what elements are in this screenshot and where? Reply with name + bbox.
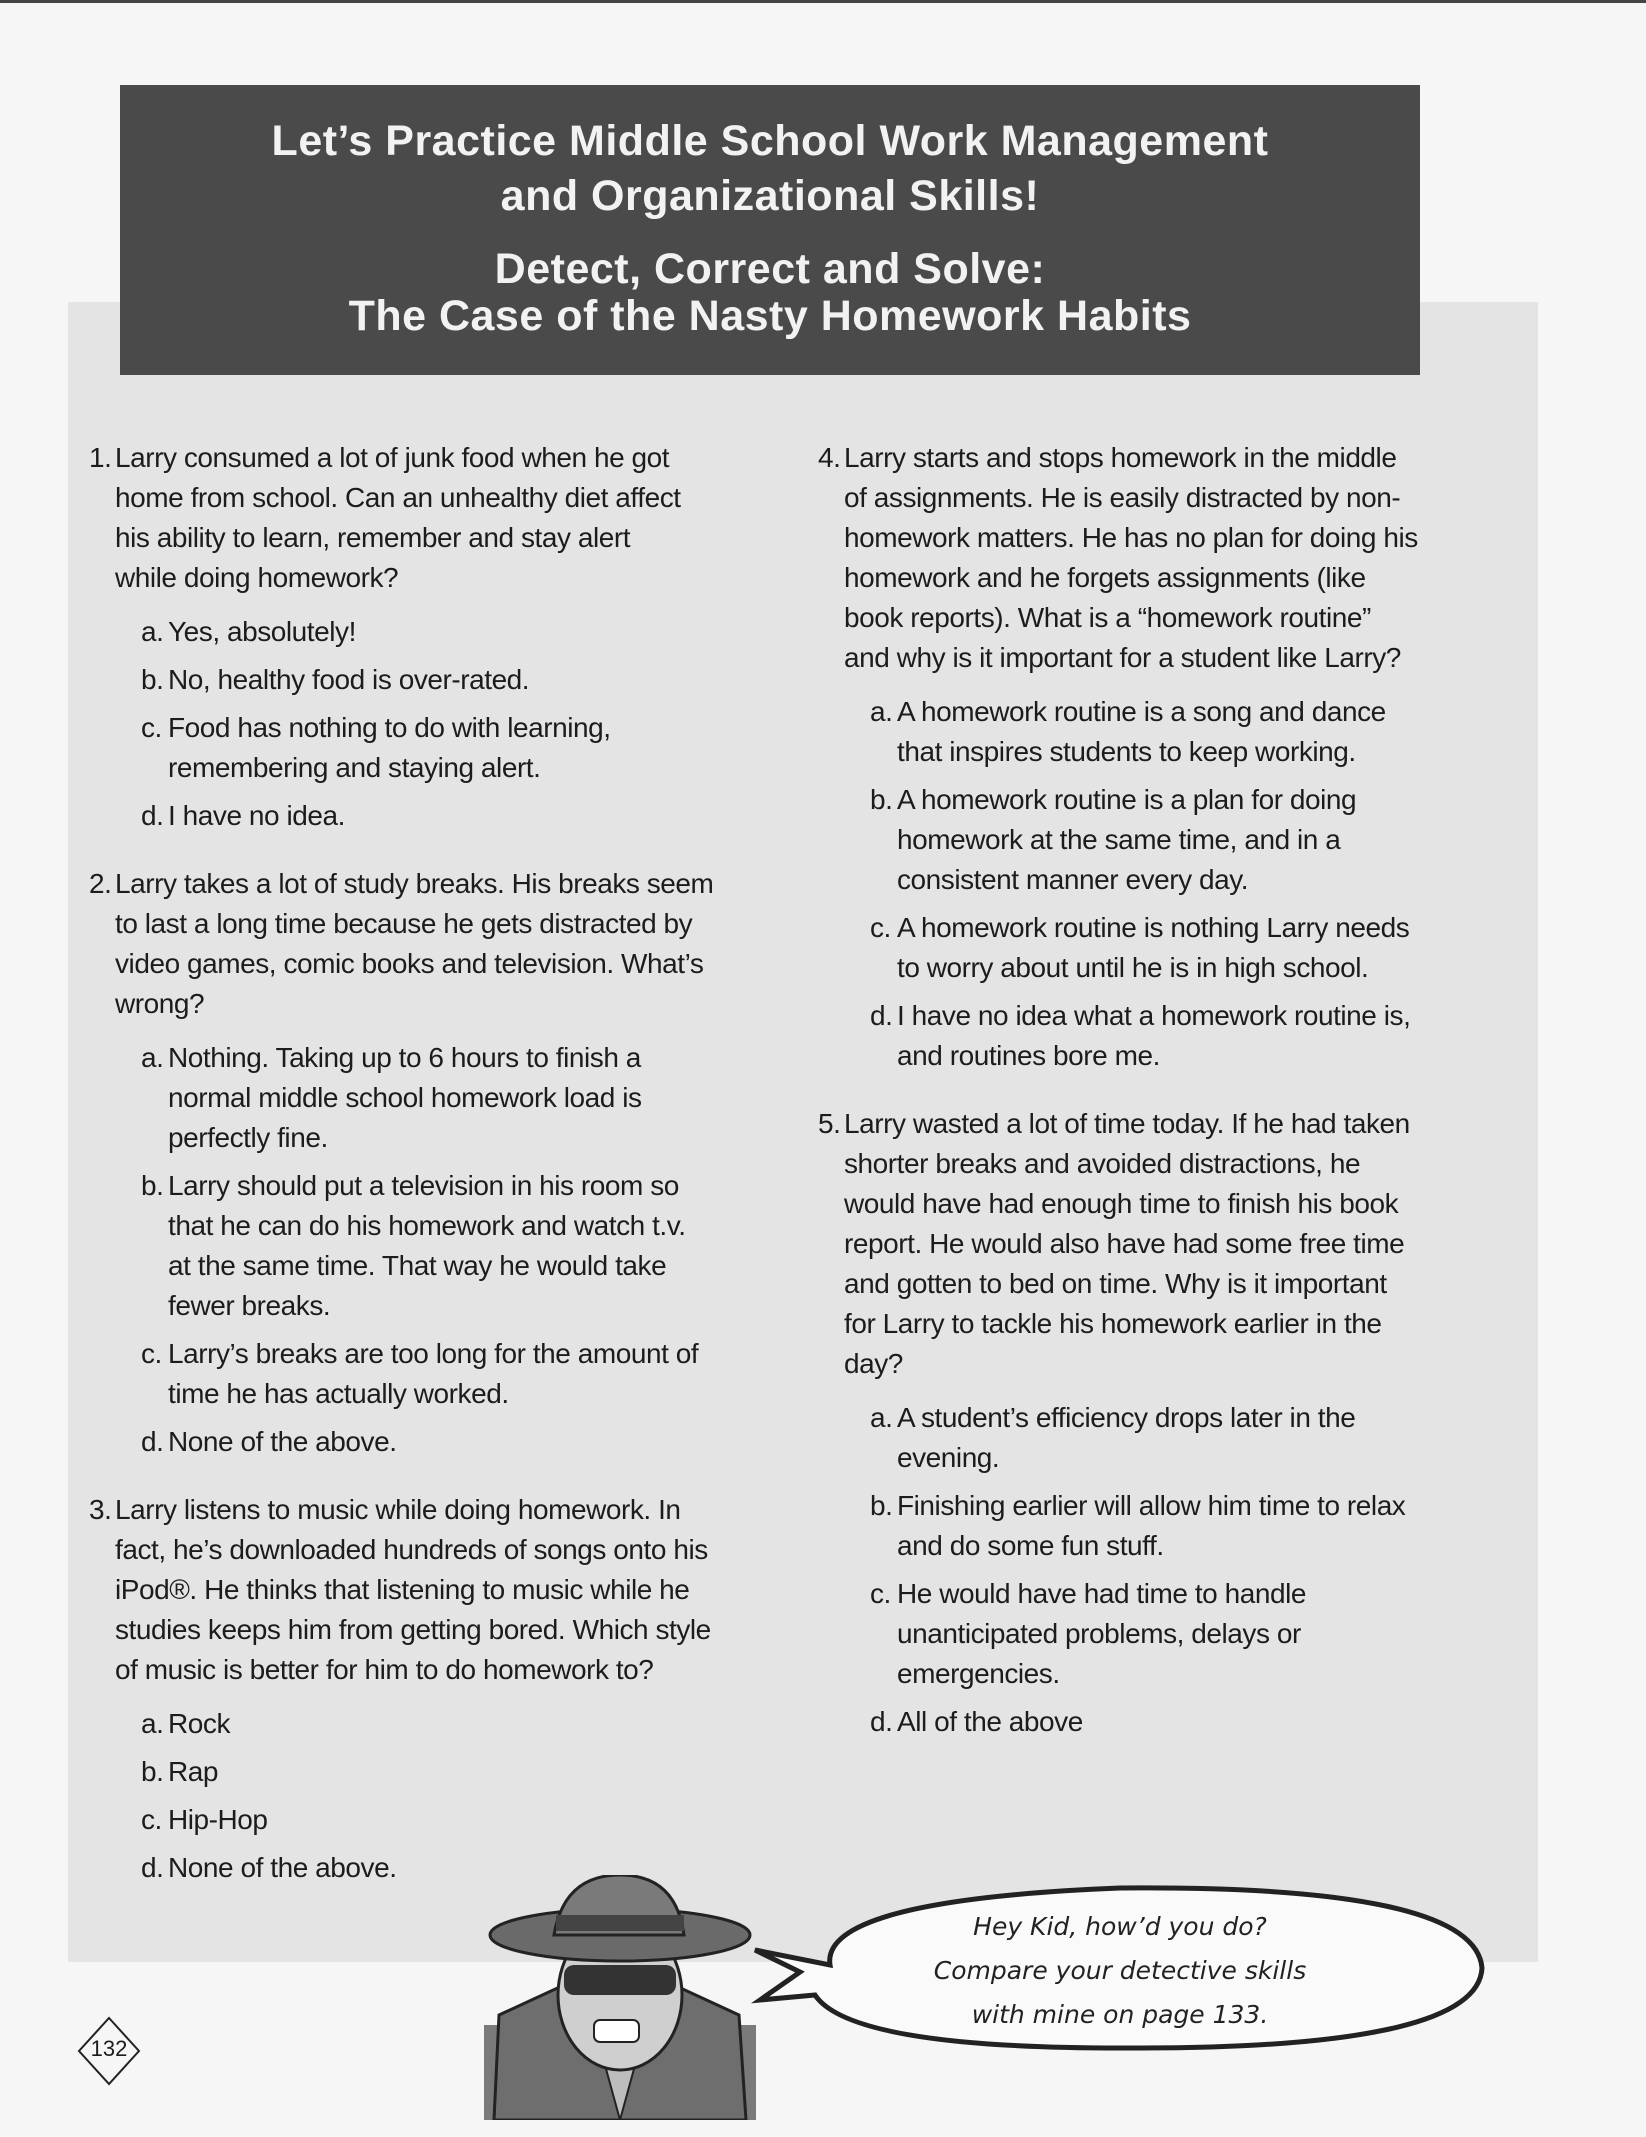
option-letter: a. [870, 696, 893, 727]
subtitle-line: Detect, Correct and Solve: [494, 245, 1046, 293]
text-line: normal middle school homework load is [168, 1082, 642, 1113]
text-line: his ability to learn, remember and stay alert [115, 522, 631, 553]
option-text [168, 660, 789, 700]
option-letter: c. [141, 1338, 162, 1369]
answer-option [870, 1486, 1518, 1566]
text-line: consistent manner every day. [897, 864, 1249, 895]
text-line: and routines bore me. [897, 1040, 1160, 1071]
text-line: shorter breaks and avoided distractions, he [844, 1148, 1361, 1179]
text-line: fact, he’s downloaded hundreds of songs onto his [115, 1534, 708, 1565]
bubble-line: Compare your detective skills [933, 1956, 1307, 1985]
page-number [76, 2016, 142, 2086]
answer-option [141, 796, 789, 836]
answer-options [870, 692, 1518, 1076]
text-line: home from school. Can an unhealthy diet affect [115, 482, 681, 513]
text-line: homework and he forgets assignments (like [844, 562, 1366, 593]
text-line: and do some fun stuff. [897, 1530, 1164, 1561]
text-line: evening. [897, 1442, 1000, 1473]
text-line: to last a long time because he gets distracted by [115, 908, 693, 939]
question [818, 438, 1518, 1076]
answer-option [870, 1574, 1518, 1694]
title-banner [120, 85, 1420, 375]
text-line: for Larry to tackle his homework earlier in the [844, 1308, 1382, 1339]
option-letter: b. [141, 1756, 164, 1787]
text-line: Larry should put a television in his room so [168, 1170, 679, 1201]
question-number: 3. [89, 1494, 112, 1525]
answer-options [870, 1398, 1518, 1742]
option-text [897, 780, 1518, 900]
answer-option [141, 1704, 789, 1744]
option-text [168, 1334, 789, 1414]
text-line: of music is better for him to do homework to? [115, 1654, 654, 1685]
option-text [168, 1038, 789, 1158]
answer-option [141, 1752, 789, 1792]
answer-options [141, 1038, 789, 1462]
text-line: Larry consumed a lot of junk food when he got [115, 442, 670, 473]
answer-option [141, 708, 789, 788]
text-line: report. He would also have had some free time [844, 1228, 1405, 1259]
question [89, 1490, 789, 1888]
text-line: iPod®. He thinks that listening to music while he [115, 1574, 690, 1605]
option-text [168, 1752, 789, 1792]
text-line: A homework routine is a plan for doing [897, 784, 1357, 815]
answer-option [141, 1166, 789, 1326]
text-line: perfectly fine. [168, 1122, 328, 1153]
option-letter: b. [870, 784, 893, 815]
text-line: A homework routine is a song and dance [897, 696, 1386, 727]
option-letter: a. [870, 1402, 893, 1433]
option-text [897, 1702, 1518, 1742]
question-number: 1. [89, 442, 112, 473]
option-text [897, 1574, 1518, 1694]
question [89, 864, 789, 1462]
option-text [168, 1800, 789, 1840]
question [818, 1104, 1518, 1742]
text-line: homework at the same time, and in a [897, 824, 1341, 855]
detective-illustration [484, 1875, 756, 2120]
question-number: 4. [818, 442, 841, 473]
text-line: Larry’s breaks are too long for the amount of [168, 1338, 699, 1369]
answer-option [870, 1702, 1518, 1742]
text-line: A homework routine is nothing Larry needs [897, 912, 1410, 943]
text-line: Larry starts and stops homework in the middle [844, 442, 1397, 473]
text-line: Yes, absolutely! [168, 616, 356, 647]
question-number: 5. [818, 1108, 841, 1139]
option-text [897, 1398, 1518, 1478]
bubble-line: Hey Kid, how’d you do? [973, 1912, 1267, 1941]
text-line: would have had enough time to finish his book [844, 1188, 1399, 1219]
text-line: Food has nothing to do with learning, [168, 712, 611, 743]
text-line: Finishing earlier will allow him time to relax [897, 1490, 1406, 1521]
answer-option [870, 692, 1518, 772]
text-line: Nothing. Taking up to 6 hours to finish a [168, 1042, 641, 1073]
bubble-line: with mine on page 133. [971, 2000, 1269, 2029]
option-text [168, 796, 789, 836]
answer-option [141, 1422, 789, 1462]
text-line: unanticipated problems, delays or [897, 1618, 1301, 1649]
option-letter: c. [870, 1578, 891, 1609]
option-text [168, 708, 789, 788]
text-line: remembering and staying alert. [168, 752, 541, 783]
text-line: He would have had time to handle [897, 1578, 1306, 1609]
answer-options [141, 1704, 789, 1888]
option-letter: d. [870, 1706, 893, 1737]
text-line: emergencies. [897, 1658, 1060, 1689]
title-line: Let’s Practice Middle School Work Management [271, 117, 1269, 165]
text-line: to worry about until he is in high school. [897, 952, 1369, 983]
option-letter: b. [141, 1170, 164, 1201]
text-line: Larry takes a lot of study breaks. His breaks seem [115, 868, 714, 899]
option-letter: a. [141, 1708, 164, 1739]
text-line: I have no idea what a homework routine is, [897, 1000, 1411, 1031]
text-line: None of the above. [168, 1426, 397, 1457]
question-text [844, 1104, 1518, 1384]
text-line: and gotten to bed on time. Why is it important [844, 1268, 1387, 1299]
option-text [897, 1486, 1518, 1566]
option-text [168, 1166, 789, 1326]
question-number: 2. [89, 868, 112, 899]
text-line: Larry listens to music while doing homework. In [115, 1494, 681, 1525]
text-line: of assignments. He is easily distracted by non- [844, 482, 1401, 513]
text-line: day? [844, 1348, 903, 1379]
text-line: video games, comic books and television. What’s [115, 948, 704, 979]
text-line: homework matters. He has no plan for doing his [844, 522, 1418, 553]
page-number-text: 132 [90, 2036, 128, 2061]
speech-bubble-text [800, 1905, 1440, 2037]
answer-option [870, 1398, 1518, 1478]
option-letter: d. [141, 800, 164, 831]
answer-option [870, 780, 1518, 900]
text-line: that inspires students to keep working. [897, 736, 1356, 767]
option-text [897, 692, 1518, 772]
text-line: No, healthy food is over-rated. [168, 664, 530, 695]
text-line: Rock [168, 1708, 230, 1739]
option-text [168, 1704, 789, 1744]
text-line: studies keeps him from getting bored. Which style [115, 1614, 711, 1645]
question-text [115, 438, 789, 598]
scan-edge [0, 0, 1646, 3]
option-letter: c. [141, 1804, 162, 1835]
text-line: wrong? [115, 988, 205, 1019]
question [89, 438, 789, 836]
title-line: and Organizational Skills! [500, 172, 1040, 220]
subtitle-line: The Case of the Nasty Homework Habits [348, 292, 1192, 340]
answer-option [870, 908, 1518, 988]
answer-option [141, 660, 789, 700]
text-line: at the same time. That way he would take [168, 1250, 667, 1281]
text-line: A student’s efficiency drops later in the [897, 1402, 1356, 1433]
question-text [115, 1490, 789, 1690]
text-line: Larry wasted a lot of time today. If he had taken [844, 1108, 1410, 1139]
option-letter: a. [141, 1042, 164, 1073]
answer-option [141, 1334, 789, 1414]
text-line: that he can do his homework and watch t.v. [168, 1210, 686, 1241]
option-text [897, 996, 1518, 1076]
option-letter: c. [141, 712, 162, 743]
right-column [818, 438, 1518, 1742]
option-letter: b. [141, 664, 164, 695]
answer-option [870, 996, 1518, 1076]
option-text [168, 612, 789, 652]
option-letter: a. [141, 616, 164, 647]
option-letter: b. [870, 1490, 893, 1521]
text-line: and why is it important for a student like Larry? [844, 642, 1401, 673]
text-line: time he has actually worked. [168, 1378, 509, 1409]
text-line: None of the above. [168, 1852, 397, 1883]
text-line: while doing homework? [115, 562, 399, 593]
left-column [89, 438, 789, 1888]
question-text [844, 438, 1518, 678]
text-line: Hip-Hop [168, 1804, 268, 1835]
text-line: Rap [168, 1756, 219, 1787]
answer-option [141, 1038, 789, 1158]
answer-options [141, 612, 789, 836]
option-letter: d. [141, 1426, 164, 1457]
text-line: All of the above [897, 1706, 1083, 1737]
text-line: book reports). What is a “homework routine” [844, 602, 1371, 633]
question-text [115, 864, 789, 1024]
option-letter: d. [141, 1852, 164, 1883]
text-line: I have no idea. [168, 800, 345, 831]
answer-option [141, 1800, 789, 1840]
option-letter: d. [870, 1000, 893, 1031]
answer-option [141, 612, 789, 652]
option-letter: c. [870, 912, 891, 943]
option-text [897, 908, 1518, 988]
text-line: fewer breaks. [168, 1290, 331, 1321]
option-text [168, 1422, 789, 1462]
